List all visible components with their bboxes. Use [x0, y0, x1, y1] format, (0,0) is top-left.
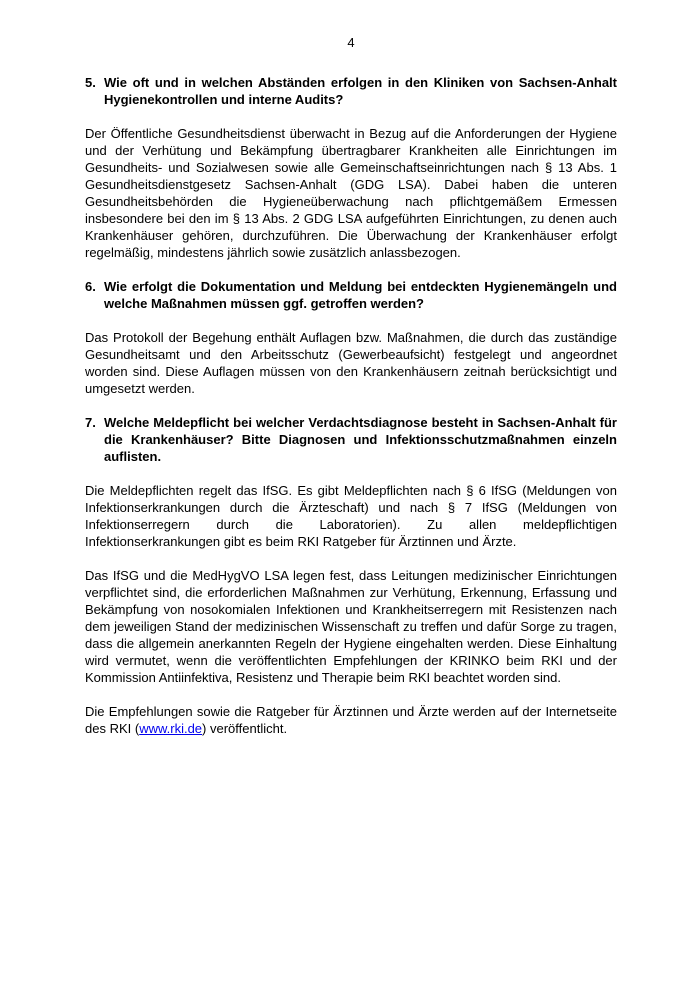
question-5-heading — [85, 74, 617, 108]
page-number: 4 — [347, 35, 355, 50]
question-7-number: 7. — [85, 415, 96, 430]
answer-3-text-after-link: ) veröffentlicht. — [202, 721, 288, 736]
question-5-answer-paragraph: Der Öffentliche Gesundheitsdienst überwacht in Bezug auf die Anforderungen der Hygiene und der Verhütung und Bekämpfung übertragbarer Krankheiten alle Einrichtungen im Gesundheits- und Sozialwesen sowie alle Gemeinschaftseinrichtungen nach § 13 Abs. 1 Gesundheitsdienstgesetz Sachsen-Anhalt (GDG LSA). Dabei haben die unteren Gesundheitsbehörden die Hygieneüberwachung nach pflichtgemäßem Ermessen insbesondere bei den im § 13 Abs. 2 GDG LSA aufgeführten Einrichtungen, zu denen auch Krankenhäuser gehören, durchzuführen. Die Überwachung der Krankenhäuser erfolgt regelmäßig, mindestens jährlich sowie zusätzlich anlassbezogen. — [85, 126, 617, 260]
question-6-heading-text: Wie erfolgt die Dokumentation und Meldung bei entdeckten Hygienemängeln und welche Maßnahmen müssen ggf. getroffen werden? — [104, 279, 617, 311]
question-7-answer-paragraph-3 — [85, 703, 617, 737]
question-6-number: 6. — [85, 279, 96, 294]
question-6-answer-paragraph: Das Protokoll der Begehung enthält Auflagen bzw. Maßnahmen, die durch das zuständige Gesundheitsamt und den Arbeitsschutz (Gewerbeaufsicht) festgelegt und angeordnet worden sind. Diese Auflagen müssen von den Krankenhäusern zeitnah berücksichtigt und umgesetzt werden. — [85, 330, 617, 396]
question-7-answer-paragraph-2: Das IfSG und die MedHygVO LSA legen fest, dass Leitungen medizinischer Einrichtungen verpflichtet sind, die erforderlichen Maßnahmen zur Verhütung, Erkennung, Erfassung und Bekämpfung von nosokomialen Infektionen und Krankheitserregern mit Resistenzen nach dem jeweiligen Stand der medizinischen Wissenschaft zu treffen und dafür Sorge zu tragen, dass die allgemein anerkannten Regeln der Hygiene eingehalten werden. Diese Einhaltung wird vermutet, wenn die veröffentlichten Empfehlungen der KRINKO beim RKI und der Kommission Antiinfektiva, Resistenz und Therapie beim RKI beachtet worden sind. — [85, 568, 617, 685]
question-7-heading-text: Welche Meldepflicht bei welcher Verdachtsdiagnose besteht in Sachsen-Anhalt für die Krankenhäuser? Bitte Diagnosen und Infektionsschutzmaßnahmen einzeln auflisten. — [104, 415, 617, 464]
answer-3-text-before-link: Die Empfehlungen sowie die Ratgeber für Ärztinnen und Ärzte werden auf der Internetseite des RKI ( — [85, 704, 617, 736]
rki-website-link[interactable]: www.rki.de — [139, 721, 203, 736]
question-7-answer-paragraph-1: Die Meldepflichten regelt das IfSG. Es gibt Meldepflichten nach § 6 IfSG (Meldungen von Infektionserkrankungen durch die Ärzteschaft) und nach § 7 IfSG (Meldungen von Infektionserregern durch die Laboratorien). Zu allen meldepflichtigen Infektionserkrankungen gibt es beim RKI Ratgeber für Ärztinnen und Ärzte. — [85, 483, 617, 549]
question-7-heading — [85, 414, 617, 465]
question-6-heading — [85, 278, 617, 312]
question-5-heading-text: Wie oft und in welchen Abständen erfolgen in den Kliniken von Sachsen-Anhalt Hygienekontrollen und interne Audits? — [104, 75, 617, 107]
question-5-number: 5. — [85, 75, 96, 90]
